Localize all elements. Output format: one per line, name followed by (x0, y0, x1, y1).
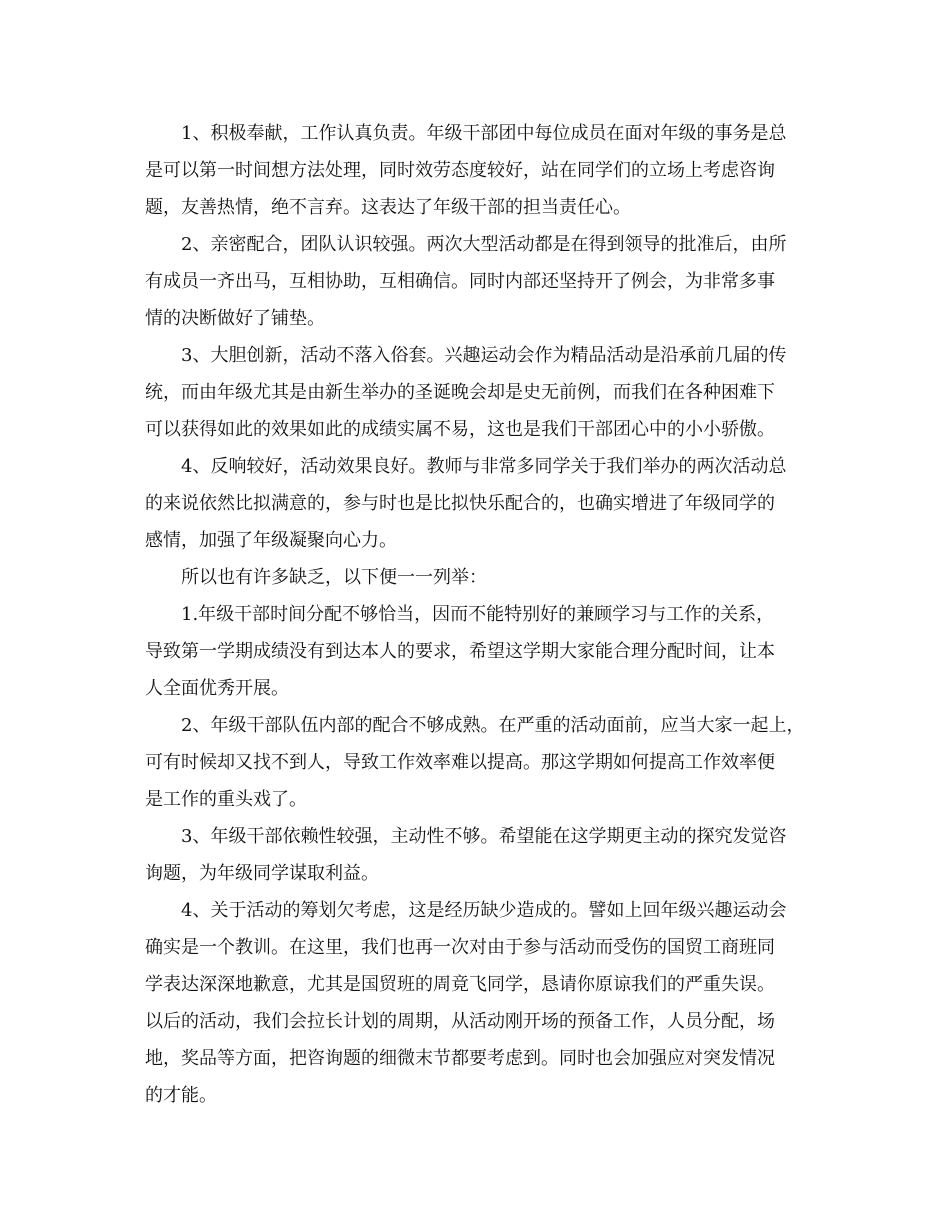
text-line: 3、年级干部依赖性较强，主动性不够。希望能在这学期更主动的探究发觉咨 (145, 826, 787, 847)
text-line: 统，而由年级尤其是由新生举办的圣诞晚会却是史无前例，而我们在各种困难下 (145, 382, 775, 403)
paragraph-7 (145, 707, 825, 818)
text-line: 2、亲密配合，团队认识较强。两次大型活动都是在得到领导的批准后，由所 (145, 234, 787, 255)
text-line: 的来说依然比拟满意的，参与时也是比拟快乐配合的，也确实增进了年级同学的 (145, 493, 775, 514)
text-line: 感情，加强了年级凝聚向心力。 (145, 530, 397, 551)
paragraph-4 (145, 448, 825, 559)
text-line: 1、积极奉献，工作认真负责。年级干部团中每位成员在面对年级的事务是总 (145, 123, 787, 144)
text-line: 学表达深深地歉意，尤其是国贸班的周竟飞同学，恳请你原谅我们的严重失误。 (145, 974, 775, 995)
paragraph-3 (145, 337, 825, 448)
text-line: 题，友善热情，绝不言弃。这表达了年级干部的担当责任心。 (145, 197, 631, 218)
text-line: 以后的活动，我们会拉长计划的周期，从活动刚开场的预备工作，人员分配，场 (145, 1011, 775, 1032)
text-line: 4、关于活动的筹划欠考虑，这是经历缺少造成的。譬如上回年级兴趣运动会 (145, 900, 787, 921)
text-line: 有成员一齐出马，互相协助，互相确信。同时内部还坚持开了例会，为非常多事 (145, 271, 775, 292)
text-line: 1.年级干部时间分配不够恰当，因而不能特别好的兼顾学习与工作的关系， (145, 604, 775, 625)
paragraph-6 (145, 596, 825, 707)
text-line: 是工作的重头戏了。 (145, 789, 307, 810)
document-body (145, 115, 825, 1114)
text-line: 询题，为年级同学谋取利益。 (145, 863, 379, 884)
text-line: 的才能。 (145, 1085, 217, 1106)
text-line: 情的决断做好了铺垫。 (145, 308, 325, 329)
text-line: 地，奖品等方面，把咨询题的细微末节都要考虑到。同时也会加强应对突发情况 (145, 1048, 775, 1069)
text-line: 人全面优秀开展。 (145, 678, 289, 699)
text-line: 导致第一学期成绩没有到达本人的要求，希望这学期大家能合理分配时间，让本 (145, 641, 775, 662)
text-line: 3、大胆创新，活动不落入俗套。兴趣运动会作为精品活动是沿承前几届的传 (145, 345, 787, 366)
paragraph-2 (145, 226, 825, 337)
paragraph-5 (145, 559, 825, 596)
text-line: 是可以第一时间想方法处理，同时效劳态度较好，站在同学们的立场上考虑咨询 (145, 160, 775, 181)
paragraph-8 (145, 818, 825, 892)
text-line: 所以也有许多缺乏，以下便一一列举： (145, 567, 487, 588)
text-line: 可有时候却又找不到人，导致工作效率难以提高。那这学期如何提高工作效率便 (145, 752, 775, 773)
text-line: 4、反响较好，活动效果良好。教师与非常多同学关于我们举办的两次活动总 (145, 456, 787, 477)
text-line: 确实是一个教训。在这里，我们也再一次对由于参与活动而受伤的国贸工商班同 (145, 937, 775, 958)
paragraph-1 (145, 115, 825, 226)
text-line: 2、年级干部队伍内部的配合不够成熟。在严重的活动面前，应当大家一起上， (145, 715, 805, 736)
text-line: 可以获得如此的效果如此的成绩实属不易，这也是我们干部团心中的小小骄傲。 (145, 419, 775, 440)
paragraph-9 (145, 892, 825, 1114)
